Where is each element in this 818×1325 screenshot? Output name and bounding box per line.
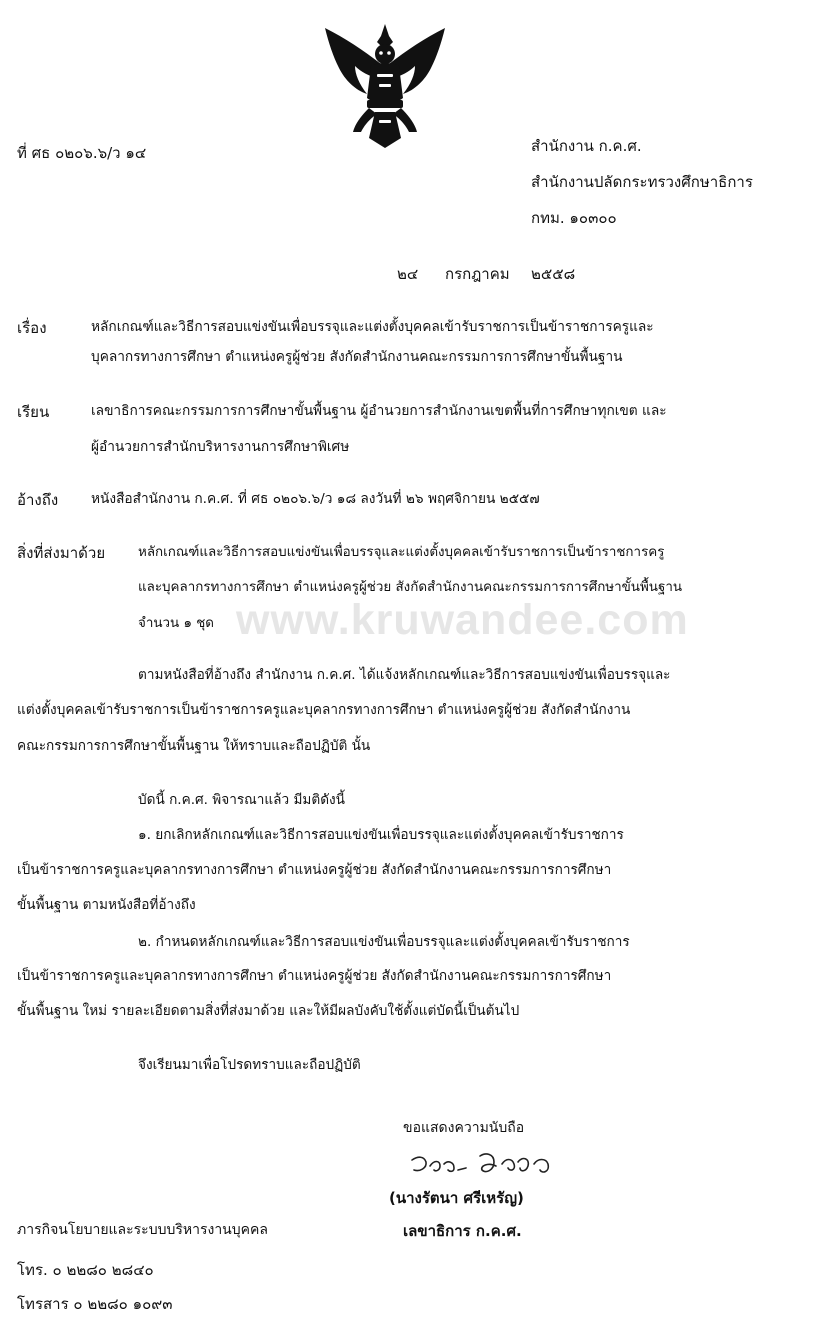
footer-fax: โทรสาร ๐ ๒๒๘๐ ๑๐๙๓ [17,1295,173,1313]
signatory-title: เลขาธิการ ก.ค.ศ. [403,1222,522,1240]
garuda-emblem [315,20,455,152]
body-para-2: บัดนี้ ก.ค.ศ. พิจารณาแล้ว มีมติดังนี้ [138,792,345,808]
subject-label: เรื่อง [17,319,47,337]
enclosure-line-1: หลักเกณฑ์และวิธีการสอบแข่งขันเพื่อบรรจุและแต่งตั้งบุคคลเข้ารับราชการเป็นข้าราชการครู [138,545,665,560]
item-1-line-3: ขั้นพื้นฐาน ตามหนังสือที่อ้างถึง [17,897,196,913]
item-1-line-2: เป็นข้าราชการครูและบุคลากรทางการศึกษา ตำแหน่งครูผู้ช่วย สังกัดสำนักงานคณะกรรมการการศึกษา [17,862,612,878]
closing-request: จึงเรียนมาเพื่อโปรดทราบและถือปฏิบัติ [138,1057,361,1073]
signatory-name: (นางรัตนา ศรีเหรัญ) [389,1189,524,1207]
footer-phone: โทร. ๐ ๒๒๘๐ ๒๘๔๐ [17,1261,154,1279]
footer-department: ภารกิจนโยบายและระบบบริหารงานบุคคล [17,1222,268,1238]
reference-text: หนังสือสำนักงาน ก.ค.ศ. ที่ ศธ ๐๒๐๖.๖/ว ๑๘ ลงวันที่ ๒๖ พฤศจิกายน ๒๕๕๗ [91,491,540,507]
item-2-line-3: ขั้นพื้นฐาน ใหม่ รายละเอียดตามสิ่งที่ส่งมาด้วย และให้มีผลบังคับใช้ตั้งแต่บัดนี้เป็นต้นไป [17,1003,520,1019]
item-1-line-1: ๑. ยกเลิกหลักเกณฑ์และวิธีการสอบแข่งขันเพื่อบรรจุและแต่งตั้งบุคคลเข้ารับราชการ [138,827,624,843]
body-para-1-line-1: ตามหนังสือที่อ้างถึง สำนักงาน ก.ค.ศ. ได้แจ้งหลักเกณฑ์และวิธีการสอบแข่งขันเพื่อบรรจุและ [138,667,671,683]
addressee-line-2: ผู้อำนวยการสำนักบริหารงานการศึกษาพิเศษ [91,439,350,455]
item-2-line-2: เป็นข้าราชการครูและบุคลากรทางการศึกษา ตำแหน่งครูผู้ช่วย สังกัดสำนักงานคณะกรรมการการศึกษา [17,968,612,984]
addressee-label: เรียน [17,403,50,421]
watermark: www.kruwandee.com [236,596,689,644]
reference-label: อ้างถึง [17,491,59,509]
enclosure-line-3: จำนวน ๑ ชุด [138,616,214,631]
org-line-2: สำนักงานปลัดกระทรวงศึกษาธิการ [531,173,753,191]
addressee-line-1: เลขาธิการคณะกรรมการการศึกษาขั้นพื้นฐาน ผู้อำนวยการสำนักงานเขตพื้นที่การศึกษาทุกเขต และ [91,403,667,419]
date-day: ๒๔ [397,265,419,283]
body-para-1-line-2: แต่งตั้งบุคคลเข้ารับราชการเป็นข้าราชการครูและบุคลากรทางการศึกษา ตำแหน่งครูผู้ช่วย สังกัดสำนักงาน [17,702,631,718]
closing-salutation: ขอแสดงความนับถือ [403,1120,525,1136]
date-year: ๒๕๕๘ [531,265,576,283]
item-2-line-1: ๒. กำหนดหลักเกณฑ์และวิธีการสอบแข่งขันเพื่อบรรจุและแต่งตั้งบุคคลเข้ารับราชการ [138,934,630,950]
enclosure-label: สิ่งที่ส่งมาด้วย [17,544,106,562]
handwritten-signature [410,1150,560,1184]
body-para-1-line-3: คณะกรรมการการศึกษาขั้นพื้นฐาน ให้ทราบและถือปฏิบัติ นั้น [17,738,371,754]
subject-line-1: หลักเกณฑ์และวิธีการสอบแข่งขันเพื่อบรรจุและแต่งตั้งบุคคลเข้ารับราชการเป็นข้าราชการครูและ [91,319,654,335]
org-line-1: สำนักงาน ก.ค.ศ. [531,137,642,155]
org-line-3: กทม. ๑๐๓๐๐ [531,209,617,227]
subject-line-2: บุคลากรทางการศึกษา ตำแหน่งครูผู้ช่วย สังกัดสำนักงานคณะกรรมการการศึกษาขั้นพื้นฐาน [91,349,623,365]
date-month: กรกฎาคม [445,265,510,283]
enclosure-line-2: และบุคลากรทางการศึกษา ตำแหน่งครูผู้ช่วย สังกัดสำนักงานคณะกรรมการการศึกษาขั้นพื้นฐาน [138,580,683,595]
document-number: ที่ ศธ ๐๒๐๖.๖/ว ๑๔ [17,144,147,162]
